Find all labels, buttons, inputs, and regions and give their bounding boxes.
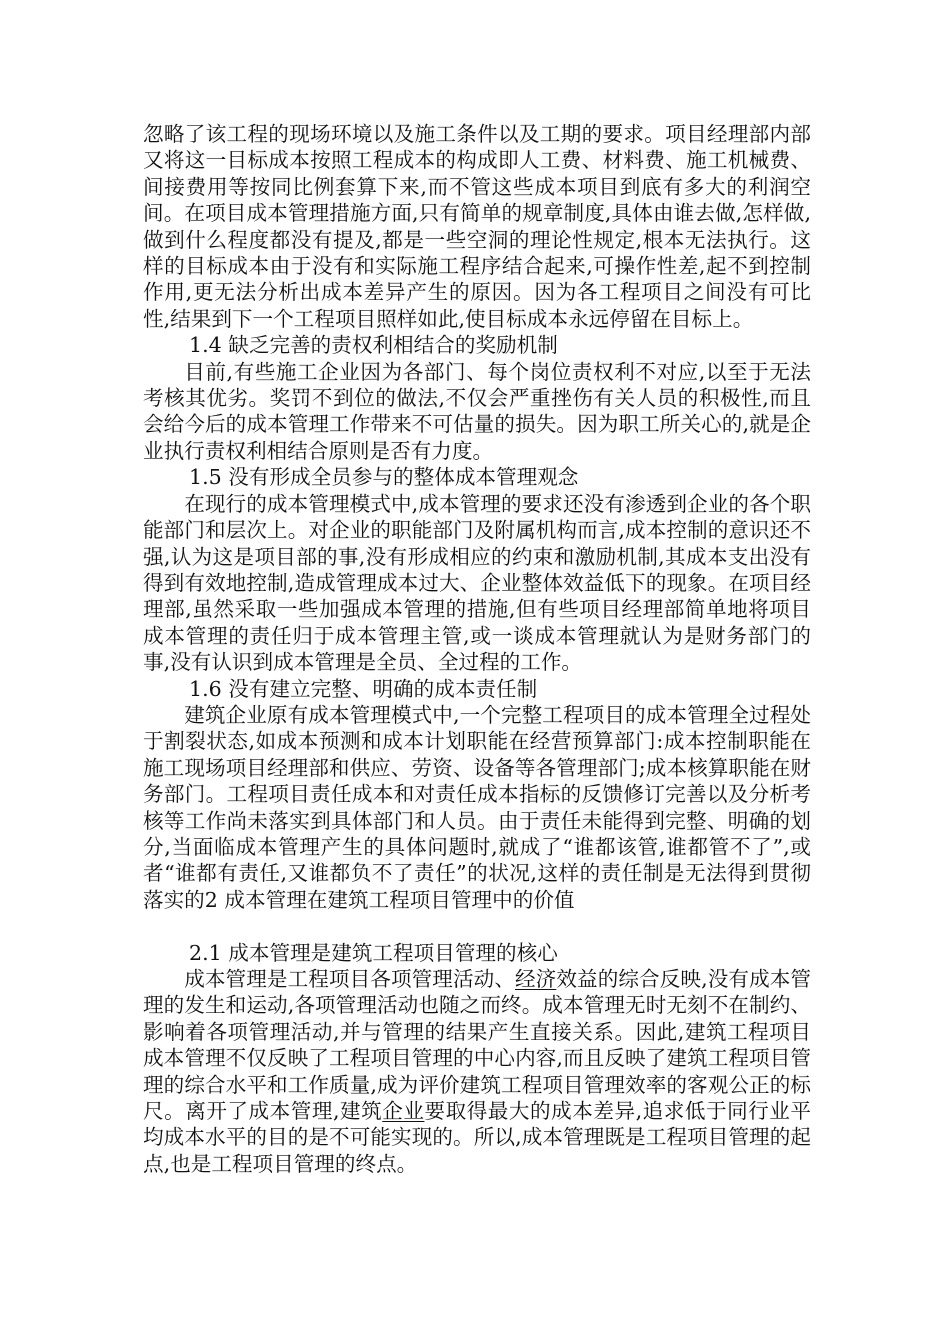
paragraph-2-1-part-b: 效益的综合反映,没有成本管理的发生和运动,各项管理活动也随之而终。成本管理无时无刻不在制约、影响着各项管理活动,并与管理的结果产生直接关系。因此,建筑工程项目成本管理不仅反映了工程项目管理的中心内容,而且反映了建筑工程项目管理的综合水平和工作质量,成为评价建筑工程项目管理效率的客观公正的标尺。离开了成本管理,建筑	[143, 966, 812, 1124]
paragraph-1-5: 在现行的成本管理模式中,成本管理的要求还没有渗透到企业的各个职能部门和层次上。对企业的职能部门及附属机构而言,成本控制的意识还不强,认为这是项目部的事,没有形成相应的约束和激励机制,其成本支出没有得到有效地控制,造成管理成本过大、企业整体效益低下的现象。在项目经理部,虽然采取一些加强成本管理的措施,但有些项目经理部简单地将项目成本管理的责任归于成本管理主管,或一谈成本管理就认为是财务部门的事,没有认识到成本管理是全员、全过程的工作。	[143, 491, 811, 675]
heading-2-1: 2.1 成本管理是建筑工程项目管理的核心	[189, 940, 558, 965]
paragraph-gap	[143, 913, 811, 939]
paragraph-2-1	[143, 966, 811, 1177]
heading-1-6: 1.6 没有建立完整、明确的成本责任制	[189, 676, 538, 701]
paragraph-1-6: 建筑企业原有成本管理模式中,一个完整工程项目的成本管理全过程处于割裂状态,如成本预测和成本计划职能在经营预算部门:成本控制职能在施工现场项目经理部和供应、劳资、设备等各管理部门;成本核算职能在财务部门。工程项目责任成本和对责任成本指标的反馈修订完善以及分析考核等工作尚未落实到具体部门和人员。由于责任未能得到完整、明确的划分,当面临成本管理产生的具体问题时,就成了“谁都该管,谁都管不了”,或者“谁都有责任,又谁都负不了责任”的状况,这样的责任制是无法得到贯彻落实的2 成本管理在建筑工程项目管理中的价值	[143, 702, 811, 912]
link-enterprise[interactable]: 企业	[382, 1099, 425, 1124]
paragraph-1-4: 目前,有些施工企业因为各部门、每个岗位责权利不对应,以至于无法考核其优劣。奖罚不到位的做法,不仅会严重挫伤有关人员的积极性,而且会给今后的成本管理工作带来不可估量的损失。因为职工所关心的,就是企业执行责权利相结合原则是否有力度。	[143, 359, 811, 463]
paragraph-2-1-part-a: 成本管理是工程项目各项管理活动、	[184, 966, 515, 991]
heading-1-5: 1.5 没有形成全员参与的整体成本管理观念	[189, 465, 579, 490]
document-page	[143, 121, 811, 1177]
link-economy[interactable]: 经济	[515, 966, 557, 991]
paragraph-2-1-part-c: 要取得最大的成本差异,追求低于同行业平均成本水平的目的是不可能实现的。所以,成本管理既是工程项目管理的起点,也是工程项目管理的终点。	[143, 1099, 811, 1176]
paragraph-target-cost: 忽略了该工程的现场环境以及施工条件以及工期的要求。项目经理部内部又将这一目标成本按照工程成本的构成即人工费、材料费、施工机械费、间接费用等按同比例套算下来,而不管这些成本项目到底有多大的利润空间。在项目成本管理措施方面,只有简单的规章制度,具体由谁去做,怎样做,做到什么程度都没有提及,都是一些空洞的理论性规定,根本无法执行。这样的目标成本由于没有和实际施工程序结合起来,可操作性差,起不到控制作用,更无法分析出成本差异产生的原因。因为各工程项目之间没有可比性,结果到下一个工程项目照样如此,使目标成本永远停留在目标上。	[143, 122, 811, 331]
heading-1-4: 1.4 缺乏完善的责权利相结合的奖励机制	[189, 333, 558, 358]
